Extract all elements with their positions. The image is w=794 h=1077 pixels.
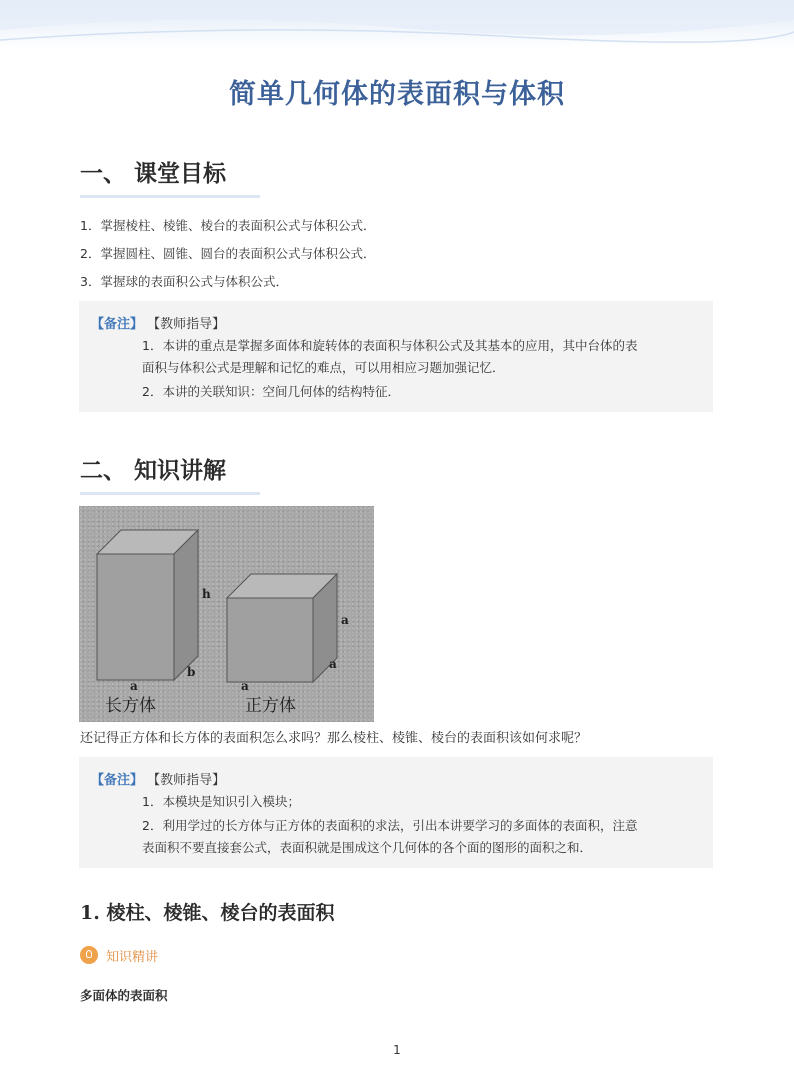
section-heading-knowledge: 二、 知识讲解 [80,458,227,484]
note-header [91,313,225,332]
cube-front-face [227,598,313,682]
subsection-title: 棱柱、棱锥、棱台的表面积 [106,902,335,924]
header-wave-decoration [0,0,794,48]
page-title: 简单几何体的表面积与体积 [229,79,565,110]
section-underline [80,492,260,495]
note-title: 【教师指导】 [147,317,226,332]
cuboid-front-face [97,554,174,680]
edge-label-a: a [329,657,337,671]
cube-label: 正方体 [245,696,296,716]
goal-item: 2．掌握圆柱、圆锥、圆台的表面积公式与体积公式． [80,246,376,261]
note-line: 1．本模块是知识引入模块； [142,794,300,809]
section-heading-goals: 一、 课堂目标 [80,161,227,187]
figure-drawing [79,506,374,722]
note-line: 面积与体积公式是理解和记忆的难点，可以用相应习题加强记忆． [142,360,505,375]
goal-item: 3．掌握球的表面积公式与体积公式． [80,274,288,289]
note-line: 1．本讲的重点是掌握多面体和旋转体的表面积与体积公式及其基本的应用，其中台体的表 [142,338,638,353]
edge-label-a: a [341,613,349,627]
goal-item: 1．掌握棱柱、棱锥、棱台的表面积公式与体积公式． [80,218,376,233]
note-tag: 【备注】 [91,317,144,332]
subsection-number: 1. [80,902,100,924]
topic-label: 多面体的表面积 [80,988,168,1003]
subsection-heading [80,898,334,925]
intro-question: 还记得正方体和长方体的表面积怎么求吗？那么棱柱、棱锥、棱台的表面积该如何求呢？ [80,731,588,746]
lightbulb-icon [80,946,98,964]
note-tag: 【备注】 [91,773,144,788]
edge-label-h: h [202,587,211,601]
knowledge-badge [80,945,158,965]
note-header [91,769,225,788]
header-band [0,0,794,48]
edge-label-a: a [130,679,138,693]
edge-label-a: a [241,679,249,693]
note-title: 【教师指导】 [147,773,226,788]
page-number: 1 [393,1043,401,1057]
edge-label-b: b [187,665,196,679]
cuboid-label: 长方体 [105,696,156,716]
cuboid-side-face [174,530,198,680]
teacher-note-box [79,757,713,868]
section-underline [80,195,260,198]
knowledge-badge-label: 知识精讲 [106,949,159,965]
teacher-note-box [79,301,713,412]
note-line: 2．本讲的关联知识：空间几何体的结构特征． [142,384,400,399]
note-line: 2．利用学过的长方体与正方体的表面积的求法，引出本讲要学习的多面体的表面积，注意 [142,818,638,833]
cuboid-cube-figure [79,506,374,722]
note-line: 表面积不要直接套公式，表面积就是围成这个几何体的各个面的图形的面积之和． [142,840,593,855]
